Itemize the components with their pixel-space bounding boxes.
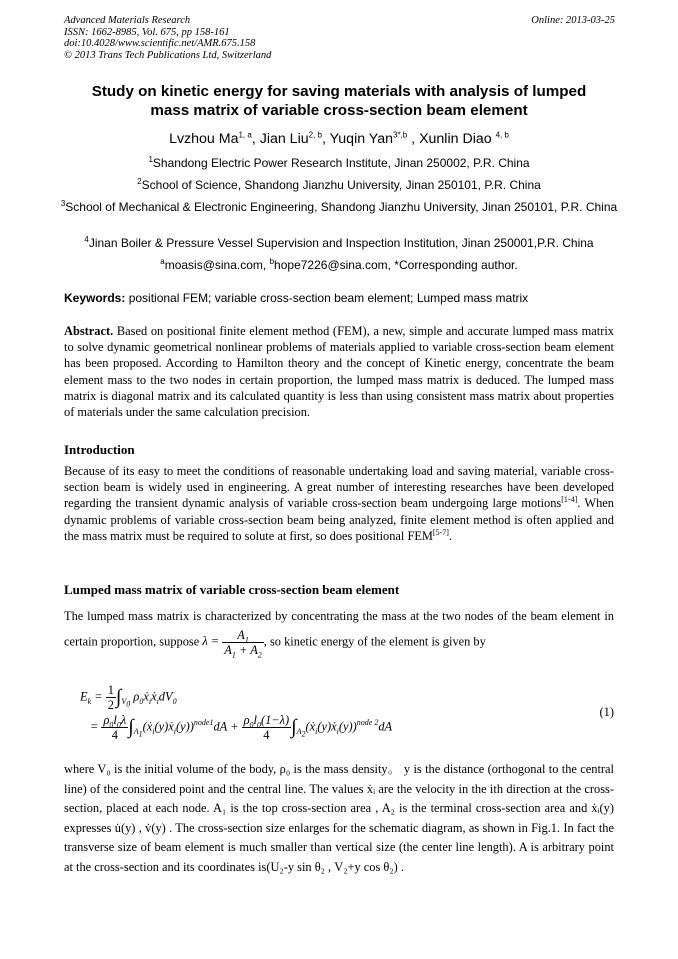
where-text: where V₀ is the initial volume of the body, ρ₀ is the mass density。 y is the distance (orthogonal to the central line) of the considered point and the central line. The values ẋᵢ are the velocity in the ith direction at the cross-section, placed at each node. A₁ is the top cross-section area , A₂ is the terminal cross-section area and ẋᵢ(y) expresses u̇(y) , v̇(y) . The cross-section size enlarges for the schematic diagram, as shown in Fig.1. In fact the transverse size of beam element is much smaller than vertical size (the center line length). A is arbitrary point at the cross-section and its coordinates is(U₂-y sin θ₂ , V₂+y cos θ₂) . xyxy=(64,762,614,874)
intro-text-c: . xyxy=(448,528,453,543)
issn-line: ISSN: 1662-8985, Vol. 675, pp 158-161 xyxy=(64,26,230,38)
author-name: Jian Liu xyxy=(259,131,309,147)
online-date: Online: 2013-03-25 xyxy=(531,15,615,26)
email-line xyxy=(58,258,620,273)
affiliation-2 xyxy=(58,178,620,193)
email-a[interactable]: moasis@sina.com, xyxy=(164,258,270,272)
lumped-text-b: , so kinetic energy of the element is given by xyxy=(263,634,486,649)
lumped-mass-text xyxy=(64,604,614,660)
keywords xyxy=(64,291,616,306)
author-sup: 2, b xyxy=(308,130,322,140)
abstract xyxy=(64,323,614,420)
email-sup: b xyxy=(269,257,275,266)
title-line-1: Study on kinetic energy for saving materials with analysis of lumped xyxy=(91,83,587,100)
affil-text: Shandong Electric Power Research Institute, Jinan 250002, P.R. China xyxy=(152,156,530,170)
abstract-label: Abstract. xyxy=(64,324,114,338)
journal-name: Advanced Materials Research xyxy=(64,15,191,26)
author-name: Xunlin Diao xyxy=(419,131,492,147)
lumped-mass-heading: Lumped mass matrix of variable cross-section beam element xyxy=(64,582,400,597)
doi-line[interactable]: doi:10.4028/www.scientific.net/AMR.675.158 xyxy=(64,38,256,49)
affil-sup: 1 xyxy=(148,155,153,164)
equation-number: (1) xyxy=(599,705,614,719)
affil-text: Jinan Boiler & Pressure Vessel Supervision and Inspection Institution, Jinan 250001,P.R. China xyxy=(88,236,594,250)
author-name: Lvzhou Ma xyxy=(169,131,239,147)
affiliation-3 xyxy=(58,200,620,215)
introduction-heading: Introduction xyxy=(64,442,135,457)
citation-ref[interactable]: [1-4] xyxy=(561,495,578,505)
intro-text-b: . When dynamic problems of variable cross-section beam being analyzed, finite element method is often applied and the mass matrix must be required to solute at first, so does positional FEM xyxy=(64,496,614,543)
email-sup: a xyxy=(160,257,165,266)
lambda-definition: λ = $\frac{A_1}{A_1 + A_2}$ xyxy=(202,628,262,660)
affil-sup: 4 xyxy=(84,235,89,244)
abstract-text: Based on positional finite element method (FEM), a new, simple and accurate lumped mass matrix to solve dynamic geometrical nonlinear problems of materials applied to variable cross-section beam element has been proposed. According to Hamilton theory and the concept of Kinetic energy, concentrate the beam element mass to the two nodes in certain proportion, the lumped mass matrix is deduced. The lumped mass matrix is diagonal matrix and its calculated quantity is less than using consistent mass matrix about properties of materials under the same calculation precision. xyxy=(64,324,614,420)
author-sup: 4, b xyxy=(495,130,509,140)
copyright-line: © 2013 Trans Tech Publications Ltd, Switzerland xyxy=(64,49,272,61)
affil-text: School of Mechanical & Electronic Engineering, Shandong Jianzhu University, Jinan 250101, P.R. China xyxy=(65,200,618,214)
equation-line-2: = $\frac{\rho_0l_0\lambda}{4}$ $\int_{A_1}(ẋ_i(y)ẋ_i(y))^{node1}dA$ + $\frac{\rho_0l_0(1-\lambda)}{4}$ $\int_{A_2}(ẋ_i(y)ẋ_i(y))^{node 2}dA$ xyxy=(90,713,393,742)
equation-line-1: $E_k$ = $\frac{1}{2}$ $\int_{V_0}$ $\rho_0ẋ_iẋ_idV_0$ xyxy=(80,683,177,712)
paper-title xyxy=(60,82,618,120)
affil-sup: 3 xyxy=(60,199,66,208)
journal-header xyxy=(64,15,444,61)
author-sup: 3*,b xyxy=(393,130,408,140)
author-name: Yuqin Yan xyxy=(329,131,393,147)
affiliation-1 xyxy=(58,156,620,171)
author-sup: 1, a xyxy=(238,130,252,140)
intro-text-a: Because of its easy to meet the conditions of reasonable undertaking load and saving material, variable cross-section beam is widely used in engineering. A great number of interesting researches have been developed regarding the transient dynamic analysis of variable cross-section beam undergoing large motions xyxy=(64,464,614,511)
keywords-text: positional FEM; variable cross-section beam element; Lumped mass matrix xyxy=(125,291,529,305)
title-line-2: mass matrix of variable cross-section beam element xyxy=(150,102,528,119)
affil-sup: 2 xyxy=(137,177,142,186)
lumped-text-a: The lumped mass matrix is characterized by concentrating the mass at the two nodes of the beam element in certain proportion, suppose xyxy=(64,609,614,649)
affiliation-4 xyxy=(58,236,620,251)
introduction-text xyxy=(64,463,614,544)
affil-text: School of Science, Shandong Jianzhu University, Jinan 250101, P.R. China xyxy=(141,178,541,192)
equation-1 xyxy=(80,683,614,745)
keywords-label: Keywords: xyxy=(64,291,126,305)
author-list: Lvzhou Ma$^{1, a}$, Jian Liu$^{2, b}$, Yuqin Yan$^{3*,b}$ , Xunlin Diao $^{4, b}$ xyxy=(169,130,509,147)
email-b[interactable]: hope7226@sina.com, *Corresponding author. xyxy=(274,258,518,272)
citation-ref[interactable]: [5-7] xyxy=(432,527,449,537)
